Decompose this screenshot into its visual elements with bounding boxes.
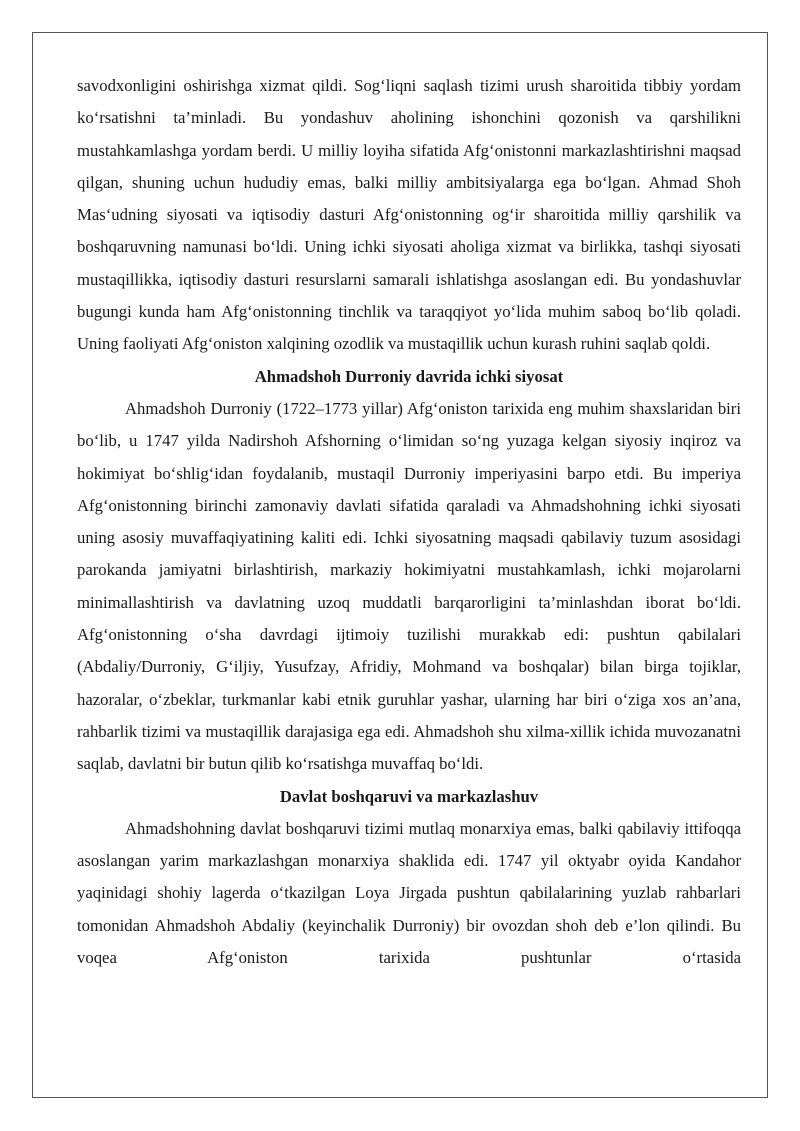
document-body xyxy=(77,70,741,974)
paragraph-intro-continuation: savodxonligini oshirishga xizmat qildi. Sog‘liqni saqlash tizimi urush sharoitida tibbiy yordam ko‘rsatishni ta’minladi. Bu yondashuv aholining ishonchini qozonish va qarshilikni mustahkamlashga yordam berdi. U milliy loyiha sifatida Afg‘onistonni markazlashtirishni maqsad qilgan, shuning uchun hududiy emas, balki milliy ambitsiyalarga ega bo‘lgan. Ahmad Shoh Mas‘udning siyosati va iqtisodiy dasturi Afg‘onistonning og‘ir sharoitida milliy qarshilik va boshqaruvning namunasi bo‘ldi. Uning ichki siyosati aholiga xizmat va birlikka, tashqi siyosati mustaqillikka, iqtisodiy dasturi resurslarni samarali ishlatishga asoslangan edi. Bu yondashuvlar bugungi kunda ham Afg‘onistonning tinchlik va taraqqiyot yo‘lida muhim saboq bo‘lib qoladi. Uning faoliyati Afg‘oniston xalqining ozodlik va mustaqillik uchun kurash ruhini saqlab qoldi. xyxy=(77,76,741,354)
paragraph-governance: Ahmadshohning davlat boshqaruvi tizimi mutlaq monarxiya emas, balki qabilaviy ittifoqqa asoslangan yarim markazlashgan monarxiya shaklida edi. 1747 yil oktyabr oyida Kandahor yaqinidagi shohiy lagerda o‘tkazilgan Loya Jirgada pushtun qabilalarining yuzlab rahbarlari tomonidan Ahmadshoh Abdaliy (keyinchalik Durroniy) bir ovozdan shoh deb e’lon qilindi. Bu voqea Afg‘oniston tarixida pushtunlar o‘rtasida xyxy=(77,818,741,968)
paragraph-ahmadshoh-overview: Ahmadshoh Durroniy (1722–1773 yillar) Afg‘oniston tarixida eng muhim shaxslaridan biri bo‘lib, u 1747 yilda Nadirshoh Afshorning o‘limidan so‘ng yuzaga kelgan siyosiy inqiroz va hokimiyat bo‘shlig‘idan foydalanib, mustaqil Durroniy imperiyasini barpo etdi. Bu imperiya Afg‘onistonning birinchi zamonaviy davlati sifatida qaraladi va Ahmadshohning ichki siyosati uning asosiy muvaffaqiyatining kaliti edi. Ichki siyosatning maqsadi qabilaviy tuzum asosidagi parokanda jamiyatni birlashtirish, markaziy hokimiyatni mustahkamlash, ichki mojarolarni minimallashtirish va davlatning uzoq muddatli barqarorligini ta’minlashdan iborat bo‘ldi. Afg‘onistonning o‘sha davrdagi ijtimoiy tuzilishi murakkab edi: pushtun qabilalari (Abdaliy/Durroniy, G‘iljiy, Yusufzay, Afridiy, Mohmand va boshqalar) bilan birga tojiklar, hazoralar, o‘zbeklar, turkmanlar kabi etnik guruhlar yashar, ularning har biri o‘ziga xos an’ana, rahbarlik tizimi va mustaqillik darajasiga ega edi. Ahmadshoh shu xilma-xillik ichida muvozanatni saqlab, davlatni bir butun qilib ko‘rsatishga muvaffaq bo‘ldi. xyxy=(77,398,741,774)
section-heading-internal-policy: Ahmadshoh Durroniy davrida ichki siyosat xyxy=(254,366,564,386)
section-heading-state-governance: Davlat boshqaruvi va markazlashuv xyxy=(279,786,539,806)
